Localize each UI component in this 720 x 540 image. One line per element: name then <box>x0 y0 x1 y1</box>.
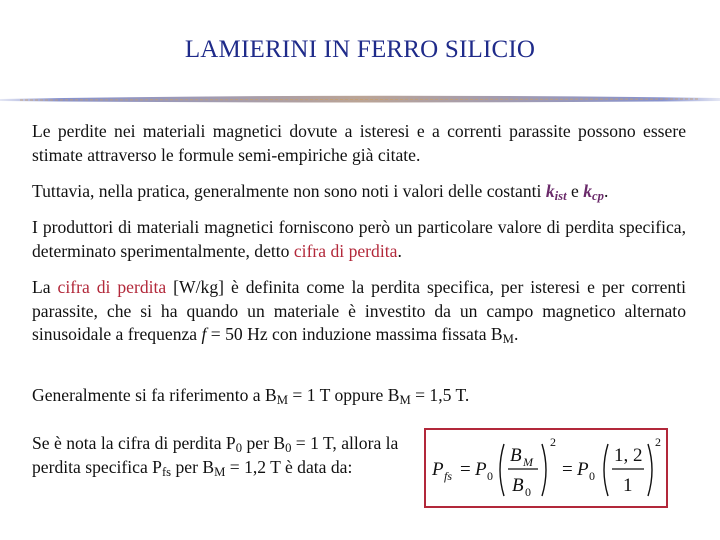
term-cifra-di-perdita: cifra di perdita <box>293 240 398 261</box>
constant-kist: $k_{ist}$ <box>545 181 567 204</box>
decorative-divider <box>0 92 720 106</box>
formula-lhs: P <box>432 459 444 480</box>
formula-p0-sub: 0 <box>487 469 493 483</box>
page-title: LAMIERINI IN FERRO SILICIO <box>184 36 536 63</box>
formula-equals: = <box>460 459 471 480</box>
paragraph-reference: Generalmente si fa riferimento a $B_M = 1$ T oppure $B_M = 1,5$ T. <box>32 385 470 408</box>
fraction-denominator-sub: 0 <box>525 485 531 499</box>
fraction-numerator: B <box>510 445 522 466</box>
left-paren <box>500 444 504 496</box>
paragraph-producers: I produttori di materiali magnetici forniscono però un particolare valore di perdita specifica, determinato sperimentalmente, detto cifra di perdita. <box>32 217 686 261</box>
loss-formula <box>426 430 670 510</box>
formula-equals-2: = <box>562 459 573 480</box>
formula-lhs-sub: fs <box>444 469 453 483</box>
formula-box <box>424 428 668 508</box>
left-paren-2 <box>604 444 608 496</box>
frequency-symbol: f <box>201 324 207 344</box>
term-cifra-di-perdita: cifra di perdita <box>57 277 167 297</box>
fraction2-numerator: 1, 2 <box>614 445 643 466</box>
formula-p0-2: P <box>577 459 589 480</box>
paragraph-definition: La cifra di perdita [W/kg] è definita come la perdita specifica, per isteresi e per correnti parassite, che si ha quando un materiale è investito da un campo magnetico alternato sinusoidale a frequenza f = 50 Hz con induzione massima fissata $B_M$. <box>32 277 686 347</box>
paragraph-constants-text: Tuttavia, nella pratica, generalmente non sono noti i valori delle costanti <box>32 181 546 201</box>
right-paren-2 <box>648 444 652 496</box>
formula-p0: P <box>475 459 487 480</box>
constant-kcp: $k_{cp}$ <box>583 181 604 204</box>
formula-p0-2-sub: 0 <box>589 469 595 483</box>
fraction2-denominator: 1 <box>623 475 633 496</box>
exponent: 2 <box>550 435 556 449</box>
right-paren <box>542 444 546 496</box>
paragraph-intro: Le perdite nei materiali magnetici dovute a isteresi e a correnti parassite possono essere stimate attraverso le formule semi-empiriche già citate. <box>32 121 686 165</box>
exponent-2: 2 <box>655 435 661 449</box>
paragraph-formula-intro: Se è nota la cifra di perdita $P_0$ per $B_0 = 1$ T, allora la perdita specifica $P_{fs}$ per $B_M = 1,2$ T è data da: <box>32 433 399 479</box>
fraction-denominator: B <box>512 475 524 496</box>
fraction-numerator-sub: M <box>523 455 533 469</box>
paragraph-constants: Tuttavia, nella pratica, generalmente non sono noti i valori delle costanti $k_{ist}$ e $k_{cp}$. <box>32 181 609 204</box>
